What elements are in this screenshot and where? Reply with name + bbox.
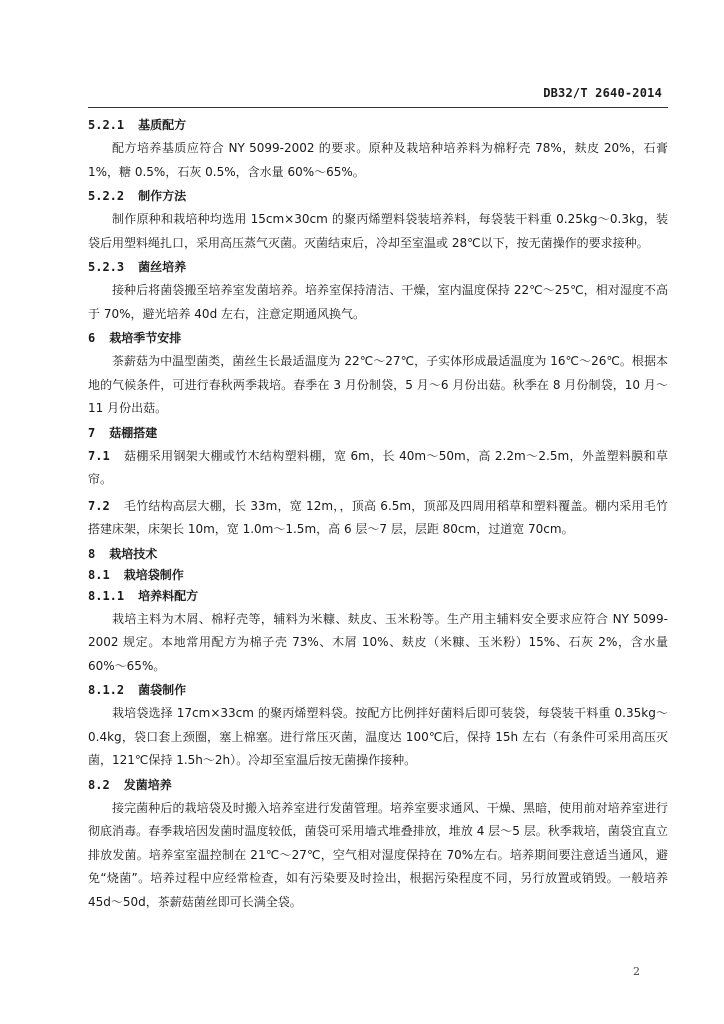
- page-body: [88, 114, 668, 917]
- paragraph: 接完菌种后的栽培袋及时搬入培养室进行发菌管理。培养室要求通风、干燥、黑暗，使用前对培养室进行彻底消毒。春季栽培因发菌时温度较低，菌袋可采用墙式堆叠排放，堆放 4 层～5 层。秋季栽培，菌袋宜直立排放发菌。培养室室温控制在 21℃～27℃，空气相对湿度保持在 70%左右。培养期间要注意适当通风，避免“烧菌”。培养过程中应经常检查，如有污染要及时捡出，根据污染程度不同，另行放置或销毁。一般培养 45d～50d，茶薪菇菌丝即可长满全袋。: [88, 800, 668, 909]
- section-heading: 6 栽培季节安排: [88, 331, 182, 345]
- page-number: 2: [633, 965, 640, 978]
- paragraph: 茶薪菇为中温型菌类，菌丝生长最适温度为 22℃～27℃，子实体形成最适温度为 16℃～26℃。根据本地的气候条件，可进行春秋两季栽培。春季在 3 月份制袋，5 月～6 月份出菇。秋季在 8 月份制袋，10 月～11 月份出菇。: [88, 354, 668, 415]
- section-heading: 8.1.2 菌袋制作: [88, 683, 187, 697]
- section-heading: 5.2.3 菌丝培养: [88, 260, 187, 274]
- section-heading: 8.1.1 培养料配方: [88, 588, 199, 603]
- section-heading: 7 菇棚搭建: [88, 425, 158, 440]
- section-heading: 8.1 栽培袋制作: [88, 567, 184, 582]
- paragraph: 栽培主料为木屑、棉籽壳等，辅料为米糠、麸皮、玉米粉等。生产用主辅料安全要求应符合 NY 5099-2002 规定。本地常用配方为棉子壳 73%、木屑 10%、麸皮（米糠、玉米粉）15%、石灰 2%，含水量 60%～65%。: [88, 611, 668, 673]
- clause-paragraph: 7.1 菇棚采用钢架大棚或竹木结构塑料棚，宽 6m，长 40m～50m，高 2.2m～2.5m，外盖塑料膜和草帘。: [88, 448, 668, 486]
- paragraph: 接种后将菌袋搬至培养室发菌培养。培养室保持清洁、干燥，室内温度保持 22℃～25℃，相对湿度不高于 70%，避光培养 40d 左右，注意定期通风换气。: [88, 283, 668, 321]
- section-heading: 8 栽培技术: [88, 546, 158, 561]
- section-heading: 5.2.2 制作方法: [88, 189, 187, 203]
- section-heading: 5.2.1 基质配方: [88, 118, 187, 132]
- header-rule: [88, 107, 668, 108]
- clause-paragraph: 7.2 毛竹结构高层大棚，长 33m，宽 12m，，顶高 6.5m，顶部及四周用稻草和塑料覆盖。棚内采用毛竹搭建床架，床架长 10m，宽 1.0m～1.5m，高 6 层～7 层，层距 80cm，过道宽 70cm。: [88, 498, 668, 536]
- standard-code: DB32/T 2640-2014: [543, 86, 662, 100]
- paragraph: 栽培袋选择 17cm×33cm 的聚丙烯塑料袋。按配方比例拌好菌料后即可装袋，每袋装干料重 0.35kg～0.4kg，袋口套上颈圈，塞上棉塞。进行常压灭菌，温度达 100℃后，保持 15h 左右（有条件可采用高压灭菌，121℃保持 1.5h～2h）。冷却至室温后按无菌操作接种。: [88, 706, 668, 767]
- section-heading: 8.2 发菌培养: [88, 777, 172, 792]
- paragraph: 制作原种和栽培种均选用 15cm×30cm 的聚丙烯塑料袋装培养料，每袋装干料重 0.25kg～0.3kg，装袋后用塑料绳扎口，采用高压蒸气灭菌。灭菌结束后，冷却至室温或 28℃以下，按无菌操作的要求接种。: [88, 212, 668, 250]
- paragraph: 配方培养基质应符合 NY 5099-2002 的要求。原种及栽培种培养料为棉籽壳 78%，麸皮 20%，石膏 1%，糖 0.5%，石灰 0.5%，含水量 60%～65%。: [88, 141, 668, 179]
